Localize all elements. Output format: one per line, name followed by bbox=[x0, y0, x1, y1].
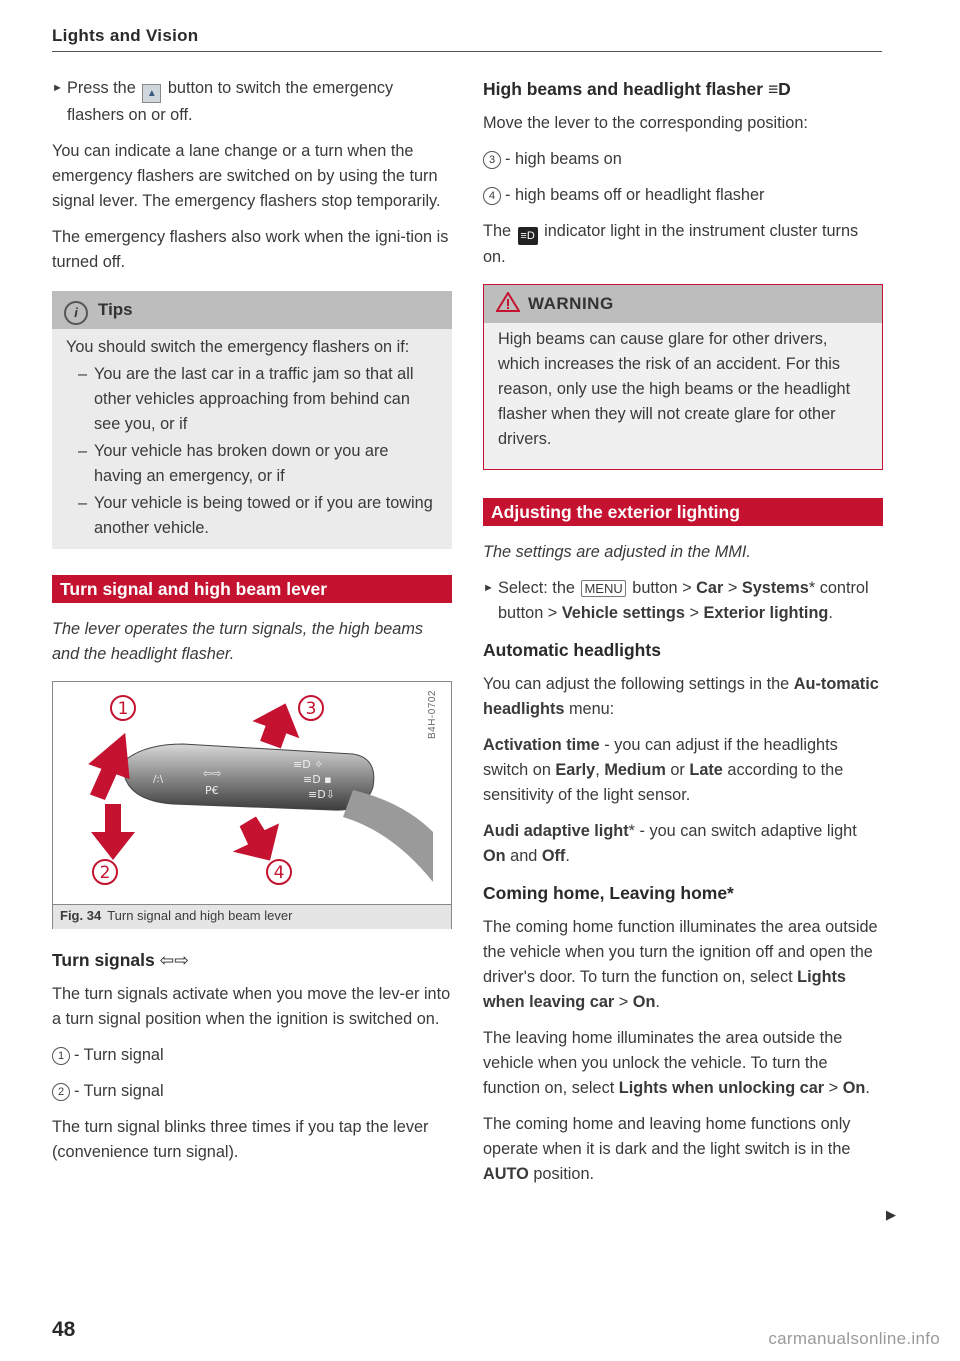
paragraph: The coming home and leaving home functions only operate when it is dark and the light switch is in the AUTO position. bbox=[483, 1115, 851, 1183]
running-header bbox=[52, 26, 882, 46]
svg-text:⇦⇨: ⇦⇨ bbox=[203, 767, 222, 780]
paragraph: The leaving home illuminates the area outside the vehicle when you unlock the vehicle. To turn the function on, select Lights when unlocking car > On. bbox=[483, 1029, 870, 1097]
high-beams-heading: High beams and headlight flasher ≡D bbox=[483, 79, 791, 99]
instruction-select: ► Select: the MENU button > Car > Systems* control button > Vehicle settings > Exterior lighting. bbox=[483, 576, 883, 626]
figure-caption: Fig. 34 Turn signal and high beam lever bbox=[52, 905, 452, 929]
paragraph: Move the lever to the corresponding position: bbox=[483, 114, 808, 132]
turn-signals-heading: Turn signals ⇦⇨ bbox=[52, 950, 189, 970]
header-title: Lights and Vision bbox=[52, 26, 199, 45]
warning-heading: WARNING bbox=[484, 285, 882, 323]
tips-box bbox=[52, 291, 452, 549]
watermark: carmanualsonline.info bbox=[768, 1329, 940, 1348]
warning-triangle-icon bbox=[496, 292, 520, 312]
section-title-exterior-lighting: Adjusting the exterior lighting bbox=[483, 498, 883, 526]
callout-4: 4 bbox=[273, 863, 285, 883]
list-item: 4 - high beams off or headlight flasher bbox=[483, 183, 883, 208]
paragraph: The turn signal blinks three times if you tap the lever (convenience turn signal). bbox=[52, 1118, 429, 1161]
callout-3: 3 bbox=[305, 699, 317, 719]
paragraph: Audi adaptive light* - you can switch adaptive light On and Off. bbox=[483, 822, 857, 865]
section-title-turn-signal: Turn signal and high beam lever bbox=[52, 575, 452, 603]
paragraph: The coming home function illuminates the area outside the vehicle when you turn the ignition off and open the driver's door. To turn the function on, select Lights when leaving car > On. bbox=[483, 918, 878, 1011]
high-beam-indicator-icon: ≡D bbox=[518, 227, 538, 245]
automatic-headlights-heading: Automatic headlights bbox=[483, 640, 661, 660]
circled-number-2-icon: 2 bbox=[52, 1083, 70, 1101]
callout-1: 1 bbox=[117, 699, 129, 719]
tips-list-item: – Your vehicle has broken down or you are having an emergency, or if bbox=[78, 442, 389, 485]
info-icon: i bbox=[64, 301, 88, 325]
menu-key: MENU bbox=[581, 580, 625, 597]
hazard-button-icon: ▲ bbox=[142, 84, 161, 103]
svg-text:≡D⇩: ≡D⇩ bbox=[308, 788, 335, 801]
bullet-triangle-icon: ► bbox=[483, 582, 494, 594]
tips-intro: You should switch the emergency flashers on if: bbox=[66, 338, 410, 356]
circled-number-1-icon: 1 bbox=[52, 1047, 70, 1065]
page-number: 48 bbox=[52, 1318, 76, 1341]
bullet-triangle-icon: ► bbox=[52, 82, 63, 94]
callout-2: 2 bbox=[99, 863, 111, 883]
svg-text:P€: P€ bbox=[205, 784, 219, 797]
list-item: 1 - Turn signal bbox=[52, 1043, 452, 1068]
tips-list-item: – You are the last car in a traffic jam so that all other vehicles approaching from behind can see you, or if bbox=[78, 365, 414, 433]
paragraph: The ≡D indicator light in the instrument cluster turns on. bbox=[483, 222, 859, 266]
figure-lever bbox=[52, 681, 452, 905]
warning-body: High beams can cause glare for other drivers, which increases the risk of an accident. For this reason, only use the high beams or the headlight flasher when they will not create glare for other drivers. bbox=[498, 330, 851, 448]
list-item: 3 - high beams on bbox=[483, 147, 883, 172]
high-beam-icon: ≡D bbox=[767, 79, 791, 99]
tips-list-item: – Your vehicle is being towed or if you are towing another vehicle. bbox=[78, 494, 433, 537]
paragraph: You can indicate a lane change or a turn when the emergency flashers are switched on by using the turn signal lever. The emergency flashers stop temporarily. bbox=[52, 142, 441, 210]
figure-code: B4H-0702 bbox=[427, 690, 438, 740]
circled-number-3-icon: 3 bbox=[483, 151, 501, 169]
turn-signal-arrows-icon: ⇦⇨ bbox=[159, 950, 189, 970]
continue-arrow-icon: ▶ bbox=[886, 1207, 896, 1222]
warning-box bbox=[483, 284, 883, 470]
svg-text:≡D ▪: ≡D ▪ bbox=[303, 773, 332, 786]
header-rule bbox=[52, 51, 882, 52]
paragraph: Activation time - you can adjust if the headlights switch on Early, Medium or Late according to the sensitivity of the light sensor. bbox=[483, 736, 844, 804]
svg-text:≡D ✧: ≡D ✧ bbox=[293, 758, 324, 771]
paragraph: The emergency flashers also work when the igni-tion is turned off. bbox=[52, 228, 449, 271]
instruction-hazard: ► Press the ▲ button to switch the emergency flashers on or off. bbox=[52, 76, 452, 128]
lever-illustration bbox=[53, 682, 433, 904]
left-column bbox=[52, 76, 452, 1176]
paragraph: You can adjust the following settings in the Au-tomatic headlights menu: bbox=[483, 675, 879, 718]
list-item: 2 - Turn signal bbox=[52, 1079, 452, 1104]
section-intro: The settings are adjusted in the MMI. bbox=[483, 543, 751, 561]
right-column bbox=[483, 76, 883, 1198]
coming-home-heading: Coming home, Leaving home* bbox=[483, 883, 734, 903]
circled-number-4-icon: 4 bbox=[483, 187, 501, 205]
tips-heading: i Tips bbox=[52, 291, 452, 329]
svg-text:/:\: /:\ bbox=[153, 774, 164, 785]
section-intro: The lever operates the turn signals, the high beams and the headlight flasher. bbox=[52, 620, 424, 663]
paragraph: The turn signals activate when you move the lev-er into a turn signal position when the ignition is switched on. bbox=[52, 985, 451, 1028]
